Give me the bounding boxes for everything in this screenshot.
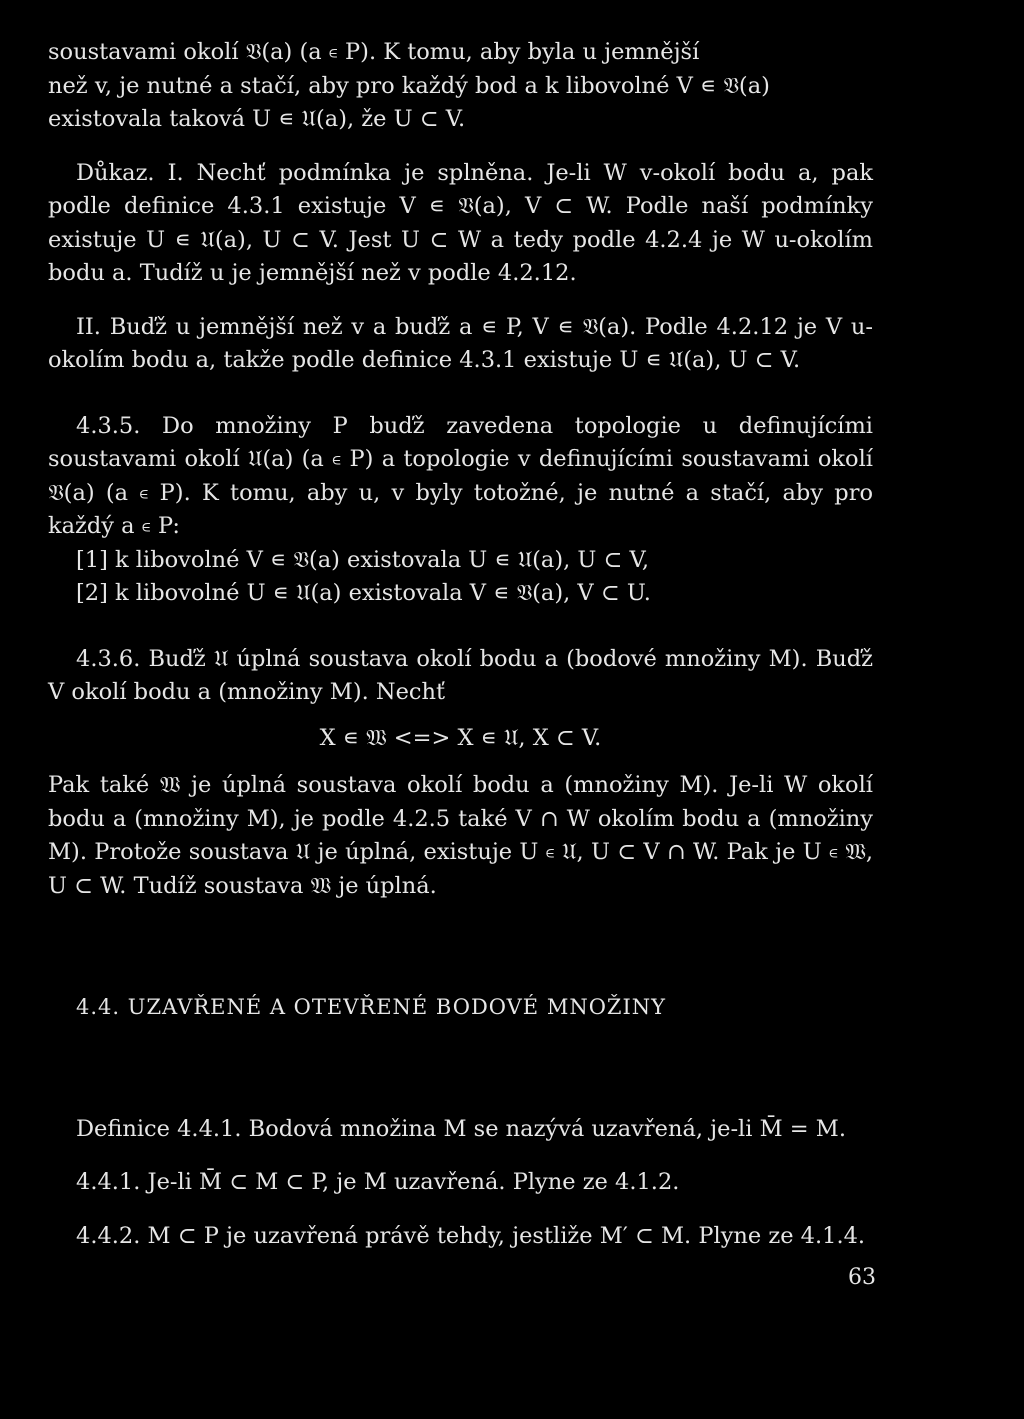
item-4-4-1: 4.4.1. Je-li M̄ ⊂ M ⊂ P, je M uzavřená. Plyne ze 4.1.2. [76, 1169, 680, 1195]
definition-4-4-1: Definice 4.4.1. Bodová množina M se nazývá uzavřená, je-li M̄ = M. [76, 1115, 846, 1142]
condition-1: [1] k libovolné V ∊ 𝔙(a) existovala U ∊ 𝔘(a), U ⊂ V, [76, 546, 650, 573]
paragraph-4-3-5: 4.3.5. Do množiny P buďž zavedena topologie u definujícími soustavami okolí 𝔘(a) (a ∊ P) a topologie v definujícími soustavami okolí 𝔙(a) (a ∊ P). K tomu, aby u, v byly totožné, je nutné a stačí, aby pro každý a ∊ P: [48, 412, 873, 539]
section-heading: 4.4. UZAVŘENÉ A OTEVŘENÉ BODOVÉ MNOŽINY [76, 995, 667, 1019]
paragraph-4-3-6: 4.3.6. Buďž 𝔘 úplná soustava okolí bodu a (bodové množiny M). Buďž V okolí bodu a (množiny M). Nechť [48, 645, 873, 705]
intro-line-1: soustavami okolí 𝔙(a) (a ∊ P). K tomu, aby byla u jemnější [48, 39, 700, 65]
condition-2: [2] k libovolné U ∊ 𝔘(a) existovala V ∊ 𝔙(a), V ⊂ U. [76, 580, 651, 606]
item-4-4-2: 4.4.2. M ⊂ P je uzavřená právě tehdy, jestliže M′ ⊂ M. Plyne ze 4.1.4. [76, 1222, 866, 1249]
intro-line-3: existovala taková U ∊ 𝔘(a), že U ⊂ V. [48, 106, 466, 132]
page-number: 63 [848, 1265, 876, 1290]
page-content [48, 36, 873, 1253]
intro-line-2: než v, je nutné a stačí, aby pro každý bod a k libovolné V ∊ 𝔙(a) [48, 72, 770, 99]
proof-part-1: Důkaz. I. Nechť podmínka je splněna. Je-li W v-okolí bodu a, pak podle definice 4.3.1 existuje V ∊ 𝔙(a), V ⊂ W. Podle naší podmínky existuje U ∊ 𝔘(a), U ⊂ V. Jest U ⊂ W a tedy podle 4.2.4 je W u-okolím bodu a. Tudíž u je jemnější než v podle 4.2.12. [48, 159, 873, 286]
proof-part-2: II. Buďž u jemnější než v a buďž a ∊ P, V ∊ 𝔙(a). Podle 4.2.12 je V u-okolím bodu a, takže podle definice 4.3.1 existuje U ∊ 𝔘(a), U ⊂ V. [48, 313, 873, 373]
formula: X ∊ 𝔚 <=> X ∊ 𝔘, X ⊂ V. [319, 724, 602, 751]
paragraph-4-3-6-conclusion: Pak také 𝔚 je úplná soustava okolí bodu a (množiny M). Je-li W okolí bodu a (množiny M), je podle 4.2.5 také V ∩ W okolím bodu a (množiny M). Protože soustava 𝔘 je úplná, existuje U ∊ 𝔘, U ⊂ V ∩ W. Pak je U ∊ 𝔚, U ⊂ W. Tudíž soustava 𝔚 je úplná. [48, 772, 873, 899]
